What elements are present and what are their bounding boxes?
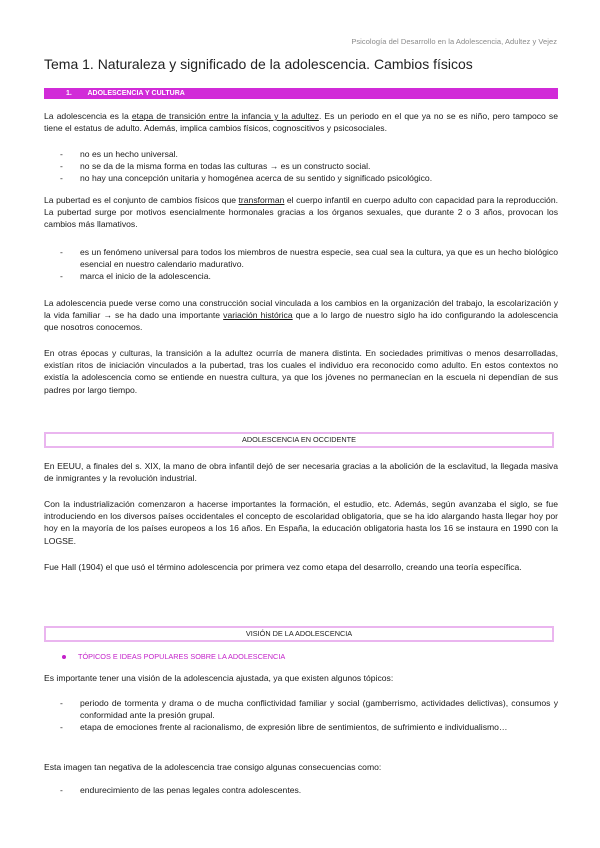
running-header: Psicología del Desarrollo en la Adolescencia, Adultez y Vejez — [351, 37, 557, 46]
text-run: La adolescencia es la — [44, 111, 132, 121]
subheading-label: TÓPICOS E IDEAS POPULARES SOBRE LA ADOLESCENCIA — [78, 652, 286, 661]
paragraph: Con la industrialización comenzaron a hacerse importantes la formación, el estudio, etc. Además, según avanzaba el siglo, se fue introduciendo en los diversos países occidentales el concepto de escolaridad obligatoria, que se ha ido alargando hasta llegar hoy por hoy en la mayoría de los países europeos a los 16 años. En España, la educación obligatoria hasta los 16 se instaura en 1990 con la LOGSE. — [44, 499, 558, 546]
bullet-list — [58, 697, 558, 734]
section-heading-adolescencia-en-occidente: ADOLESCENCIA EN OCCIDENTE — [44, 432, 554, 448]
section-heading-adolescencia-y-cultura — [44, 88, 558, 99]
list-item: - es un fenómeno universal para todos los miembros de nuestra especie, sea cual sea la cultura, ya que es un hecho biológico esencial en nuestro calendario madurativo. — [60, 247, 558, 270]
text-run: el cuerpo infantil en cuerpo adulto con capacidad para la reproducción. La pubertad surge por motivos esencialmente hormonales gracias a los órganos sexuales, que durante 2 o 3 años, provocan los cambios más llamativos. — [44, 195, 558, 230]
paragraph — [44, 297, 558, 334]
paragraph: En EEUU, a finales del s. XIX, la mano de obra infantil dejó de ser necesaria gracias a la abolición de la esclavitud, la llegada masiva de inmigrantes y la revolución industrial. — [44, 461, 558, 484]
paragraph — [44, 110, 558, 134]
underlined-term: variación histórica — [223, 310, 293, 321]
list-item: - endurecimiento de las penas legales contra adolescentes. — [60, 785, 302, 795]
text-run: que a lo largo de nuestro siglo ha ido configurando la adolescencia que nosotros conocemos. — [44, 310, 558, 333]
section-heading-vision-de-la-adolescencia: VISIÓN DE LA ADOLESCENCIA — [44, 626, 554, 642]
underlined-term: etapa de transición entre la infancia y la adultez — [131, 111, 319, 121]
bullet-list — [58, 246, 558, 283]
bullet-dot-icon — [62, 655, 66, 659]
subheading-bullet — [62, 652, 285, 661]
text-run: . Es un periodo en el que ya no se es niño, pero tampoco se tiene el estatus de adulto. Además, implica cambios físicos, cognoscitivos y psicosociales. — [44, 111, 558, 134]
list-item: - periodo de tormenta y drama o de mucha conflictividad familiar y social (gamberrismo, actividades delictivas), consumos y conformidad ante la presión grupal. — [60, 698, 558, 721]
list-item: - no es un hecho universal. — [60, 149, 178, 159]
paragraph: Fue Hall (1904) el que usó el término adolescencia por primera vez como etapa del desarrollo, creando una teoría específica. — [44, 562, 522, 572]
text-run: La pubertad es el conjunto de cambios físicos que — [44, 195, 239, 205]
list-item: - no se da de la misma forma en todas las culturas → es un constructo social. — [60, 161, 371, 172]
section-number: 1. — [66, 90, 72, 97]
list-item: - etapa de emociones frente al racionalismo, de expresión libre de sentimientos, de sufrimiento e individualismo… — [60, 722, 508, 733]
list-item: - no hay una concepción unitaria y homogénea acerca de su sentido y significado psicológico. — [60, 173, 433, 184]
text-run: La adolescencia puede verse como una construcción social vinculada a los cambios en la organización del trabajo, la escolarización y la vida familiar → se ha dado una importante — [44, 298, 558, 321]
paragraph: Esta imagen tan negativa de la adolescencia trae consigo algunas consecuencias como: — [44, 762, 382, 772]
list-item: - marca el inicio de la adolescencia. — [60, 271, 211, 282]
bullet-list — [58, 148, 558, 185]
section-label: ADOLESCENCIA Y CULTURA — [87, 90, 185, 97]
paragraph: En otras épocas y culturas, la transición a la adultez ocurría de manera distinta. En sociedades primitivas o menos desarrolladas, existían ritos de iniciación vinculados a la pubertad, tras los cuales el individuo era reconocido como adulto. En estos contextos no existía la adolescencia como se entiende en nuestra cultura, ya que los jóvenes no permanecían en la escuela ni dependían de sus padres por largo tiempo. — [44, 348, 558, 395]
page-title: Tema 1. Naturaleza y significado de la adolescencia. Cambios físicos — [44, 56, 473, 72]
paragraph — [44, 194, 558, 231]
paragraph: Es importante tener una visión de la adolescencia ajustada, ya que existen algunos tópicos: — [44, 673, 394, 683]
underlined-term: transforman — [238, 195, 285, 205]
bullet-list — [58, 784, 558, 796]
